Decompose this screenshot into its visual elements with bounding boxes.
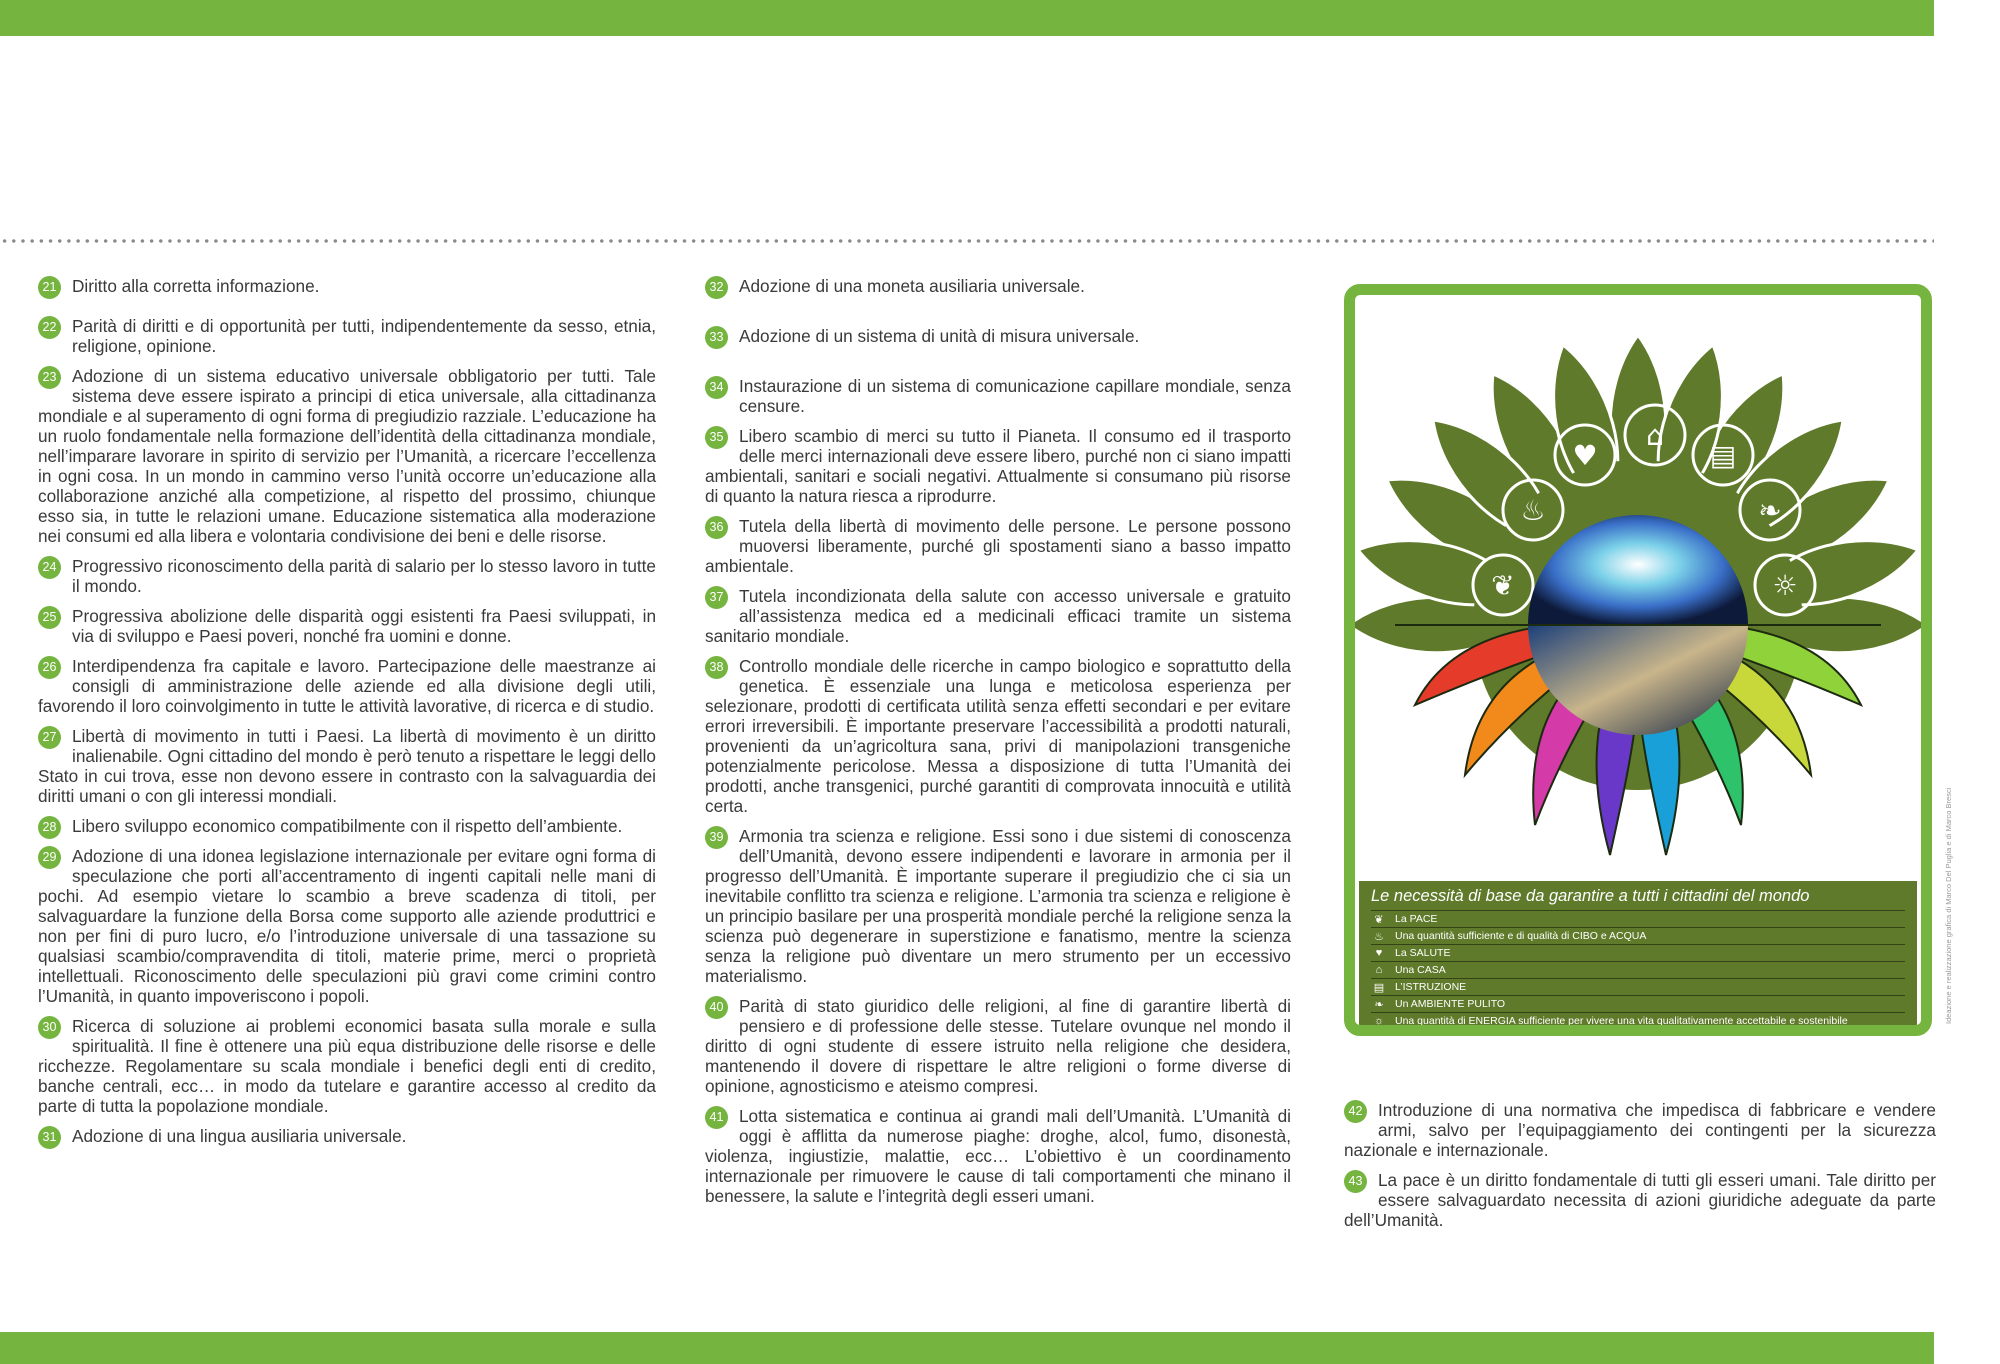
- item-number-badge: 34: [705, 376, 728, 399]
- item-text: Parità di stato giuridico delle religioni, al fine di garantire libertà di pensiero e di professione delle stesse. Tutelare ovunque nel mondo il diritto di ogni studente di essere istruito nella religione che desidera, mantenendo il dovere di rispettare le altre religioni o forme diverse di opinione, agnosticismo e ateismo compresi.: [705, 996, 1291, 1096]
- bottom-band: [0, 1332, 1934, 1364]
- item-text: Progressiva abolizione delle disparità oggi esistenti fra Paesi sviluppati, in via di sviluppo e Paesi poveri, nonché fra uomini e donne.: [72, 606, 656, 646]
- legend-label: Una quantità di ENERGIA sufficiente per vivere una vita qualitativamente accettabile e sostenibile: [1395, 1015, 1848, 1027]
- list-item: [38, 276, 656, 296]
- list-item: [38, 316, 656, 356]
- item-text: La pace è un diritto fondamentale di tutti gli esseri umani. Tale diritto per essere salvaguardato necessita di azioni giuridiche adeguate da parte dell’Umanità.: [1344, 1170, 1936, 1230]
- item-number-badge: 41: [705, 1106, 728, 1129]
- list-item: [705, 586, 1291, 646]
- legend-row: [1371, 961, 1905, 978]
- legend-label: La PACE: [1395, 913, 1438, 925]
- item-text: Adozione di una idonea legislazione internazionale per evitare ogni forma di speculazione che porti all’accentramento di ingenti capitali nelle mani di pochi. Ad esempio vietare lo scambio a breve scadenza di titoli, per salvaguardare la funzione della Borsa come supporto alle aziende produttrici e non per fini di puro lucro, e/o l’introduzione universale di una tassazione su qualsiasi scambio/compravendita di titoli, materie prime, merci o proprietà intellettuali. Riconoscimento delle speculazioni più gravi come crimini contro l’Umanità, in quanto impoveriscono i popoli.: [38, 846, 656, 1006]
- svg-text:♥: ♥: [1572, 439, 1598, 472]
- list-item: [705, 326, 1291, 346]
- item-number-badge: 26: [38, 656, 61, 679]
- design-credit: Ideazione e realizzazione grafica di Marco Del Puglia e di Marco Bresci: [1944, 787, 1953, 1024]
- item-number-badge: 27: [38, 726, 61, 749]
- item-text: Ricerca di soluzione ai problemi economici basata sulla morale e sulla spiritualità. Il fine è ottenere una più equa distribuzione delle risorse e delle ricchezze. Regolamentare su scala mondiale i benefici degli enti di credito, banche centrali, ecc… in modo da tutelare e garantire accesso al credito da parte di tutta la popolazione mondiale.: [38, 1016, 656, 1116]
- flower-globe-illustration: [1355, 295, 1921, 875]
- list-item: [38, 556, 656, 596]
- book-icon: ▤: [1373, 981, 1385, 994]
- svg-text:☼: ☼: [1772, 569, 1798, 602]
- list-item: [1344, 1170, 1936, 1230]
- item-text: Instaurazione di un sistema di comunicazione capillare mondiale, senza censure.: [739, 376, 1291, 416]
- list-item: [705, 1106, 1291, 1206]
- item-text: Progressivo riconoscimento della parità di salario per lo stesso lavoro in tutte il mondo.: [72, 556, 656, 596]
- item-text: Diritto alla corretta informazione.: [72, 276, 320, 296]
- item-text: Tutela della libertà di movimento delle persone. Le persone possono muoversi liberamente, purché gli spostamenti siano a basso impatto ambientale.: [705, 516, 1291, 576]
- item-number-badge: 36: [705, 516, 728, 539]
- list-item: [705, 516, 1291, 576]
- item-number-badge: 38: [705, 656, 728, 679]
- legend-label: La SALUTE: [1395, 947, 1451, 959]
- legend-title: Le necessità di base da garantire a tutti i cittadini del mondo: [1371, 887, 1810, 905]
- list-item: [38, 606, 656, 646]
- column-middle: [705, 276, 1291, 1216]
- svg-text:⌂: ⌂: [1646, 419, 1664, 452]
- item-text: Introduzione di una normativa che impedisca di fabbricare e vendere armi, salvo per l’equipaggiamento dei contingenti per la sicurezza nazionale e internazionale.: [1344, 1100, 1936, 1160]
- dotted-separator: [0, 239, 1934, 243]
- item-number-badge: 28: [38, 816, 61, 839]
- list-item: [1344, 1100, 1936, 1160]
- item-text: Adozione di una lingua ausiliaria universale.: [72, 1126, 407, 1146]
- item-number-badge: 42: [1344, 1100, 1367, 1123]
- item-text: Tutela incondizionata della salute con accesso universale e gratuito all’assistenza medica ed a medicinali efficaci tramite un sistema sanitario mondiale.: [705, 586, 1291, 646]
- basic-needs-figure: [1344, 284, 1932, 1036]
- item-text: Libertà di movimento in tutti i Paesi. La libertà di movimento è un diritto inalienabile. Ogni cittadino del mondo è però tenuto a rispettare le leggi dello Stato in cui trova, esse non devono essere in contrasto con la salvaguardia dei diritti umani o con gli interessi mondiali.: [38, 726, 656, 806]
- legend-label: Un AMBIENTE PULITO: [1395, 998, 1506, 1010]
- item-number-badge: 31: [38, 1126, 61, 1149]
- legend-row: [1371, 978, 1905, 995]
- item-number-badge: 37: [705, 586, 728, 609]
- column-left: [38, 276, 656, 1156]
- svg-text:▤: ▤: [1709, 439, 1737, 472]
- list-item: [38, 656, 656, 716]
- svg-text:♨: ♨: [1520, 494, 1546, 527]
- item-text: Lotta sistematica e continua ai grandi mali dell’Umanità. L’Umanità di oggi è afflitta da numerose piaghe: droghe, alcol, fumo, disonestà, violenza, ingiustizie, malattie, ecc… L’obiettivo è un coordinamento internazionale per rimuovere le cause di tali comportamenti che minano il benessere, la salute e l’integrità degli esseri umani.: [705, 1106, 1291, 1206]
- list-item: [38, 846, 656, 1006]
- item-text: Interdipendenza fra capitale e lavoro. Partecipazione delle maestranze ai consigli di amministrazione delle aziende ed alla divisione degli utili, favorendo il loro coinvolgimento in tutte le attività lavorative, di ricerca e di studio.: [38, 656, 656, 716]
- item-number-badge: 25: [38, 606, 61, 629]
- heart-icon: ♥: [1375, 947, 1383, 959]
- item-number-badge: 29: [38, 846, 61, 869]
- item-number-badge: 39: [705, 826, 728, 849]
- item-number-badge: 24: [38, 556, 61, 579]
- item-text: Parità di diritti e di opportunità per tutti, indipendentemente da sesso, etnia, religione, opinione.: [72, 316, 656, 356]
- bulb-icon: ☼: [1373, 1015, 1385, 1027]
- list-item: [705, 276, 1291, 296]
- svg-text:❧: ❧: [1758, 494, 1782, 527]
- legend-label: L’ISTRUZIONE: [1395, 981, 1467, 993]
- item-number-badge: 21: [38, 276, 61, 299]
- item-number-badge: 22: [38, 316, 61, 339]
- legend-label: Una quantità sufficiente e di qualità di CIBO e ACQUA: [1395, 930, 1647, 942]
- list-item: [38, 366, 656, 546]
- item-number-badge: 43: [1344, 1170, 1367, 1193]
- needs-legend: [1359, 881, 1917, 1025]
- house-icon: ⌂: [1375, 964, 1383, 976]
- item-text: Libero sviluppo economico compatibilmente con il rispetto dell’ambiente.: [72, 816, 623, 836]
- item-text: Armonia tra scienza e religione. Essi sono i due sistemi di conoscenza dell’Umanità, devono essere indipendenti e lavorare in armonia per il progresso dell’Umanità. È importante superare il pregiudizio che ci sia un inevitabile conflitto tra scienza e religione. L’armonia tra scienza e religione è un principio basilare per una prosperità mondiale perché la religione senza la scienza può degenerare in superstizione e fanatismo, mentre la scienza senza la religione può diventare un mero strumento per un eccessivo materialismo.: [705, 826, 1291, 986]
- legend-row: [1371, 1012, 1905, 1029]
- item-text: Adozione di un sistema educativo universale obbligatorio per tutti. Tale sistema deve essere ispirato a principi di etica universale, alla cittadinanza mondiale e al superamento di ogni forma di pregiudizio razziale. L’educazione ha un ruolo fondamentale nella formazione dell’identità della cittadinanza mondiale, nell’imparare lavorare in spirito di servizio per l’Umanità, a ricercare l’eccellenza in ogni cosa. In un mondo in cammino verso l’unità occorre un’educazione alla collaborazione anziché alla competizione, al rispetto del prossimo, chiunque esso sia, in tutte le relazioni umane. Educazione sistematica alla moderazione nei consumi ed alla libera e volontaria condivisione dei beni e delle risorse.: [38, 366, 656, 546]
- top-band: [0, 0, 1934, 36]
- food-icon: ♨: [1374, 930, 1384, 943]
- item-number-badge: 32: [705, 276, 728, 299]
- list-item: [705, 826, 1291, 986]
- dove-icon: ❦: [1374, 913, 1384, 926]
- item-text: Controllo mondiale delle ricerche in campo biologico e soprattutto della genetica. È essenziale una lunga e meticolosa esperienza per selezionare, prodotti di certificata utilità senza effetti secondari e per evitare errori irreversibili. È importante preservare l’accessibilità a prodotti naturali, provenienti da un’agricoltura sana, privi di manipolazioni transgeniche potenzialmente pericolose. Messa a disposizione di tutta l’Umanità dei prodotti, anche transgenici, purché garantiti di comprovata innocuità e utilità certa.: [705, 656, 1291, 816]
- legend-row: [1371, 910, 1905, 927]
- item-number-badge: 40: [705, 996, 728, 1019]
- legend-row: [1371, 995, 1905, 1012]
- svg-text:❦: ❦: [1491, 569, 1515, 602]
- item-text: Adozione di una moneta ausiliaria universale.: [739, 276, 1085, 296]
- item-text: Adozione di un sistema di unità di misura universale.: [739, 326, 1140, 346]
- list-item: [705, 376, 1291, 416]
- legend-row: [1371, 927, 1905, 944]
- item-number-badge: 23: [38, 366, 61, 389]
- list-item: [38, 726, 656, 806]
- list-item: [38, 1126, 656, 1146]
- item-number-badge: 35: [705, 426, 728, 449]
- list-item: [38, 816, 656, 836]
- legend-row: [1371, 944, 1905, 961]
- list-item: [705, 996, 1291, 1096]
- list-item: [38, 1016, 656, 1116]
- list-item: [705, 656, 1291, 816]
- column-right: [1344, 1100, 1936, 1240]
- list-item: [705, 426, 1291, 506]
- leaf-icon: ❧: [1374, 998, 1384, 1011]
- item-number-badge: 33: [705, 326, 728, 349]
- legend-label: Una CASA: [1395, 964, 1446, 976]
- item-text: Libero scambio di merci su tutto il Pianeta. Il consumo ed il trasporto delle merci internazionali deve essere libero, purché non ci siano impatti ambientali, sanitari e sociali negativi. Attualmente si consumano più risorse di quanto la natura riesca a riprodurre.: [705, 426, 1291, 506]
- item-number-badge: 30: [38, 1016, 61, 1039]
